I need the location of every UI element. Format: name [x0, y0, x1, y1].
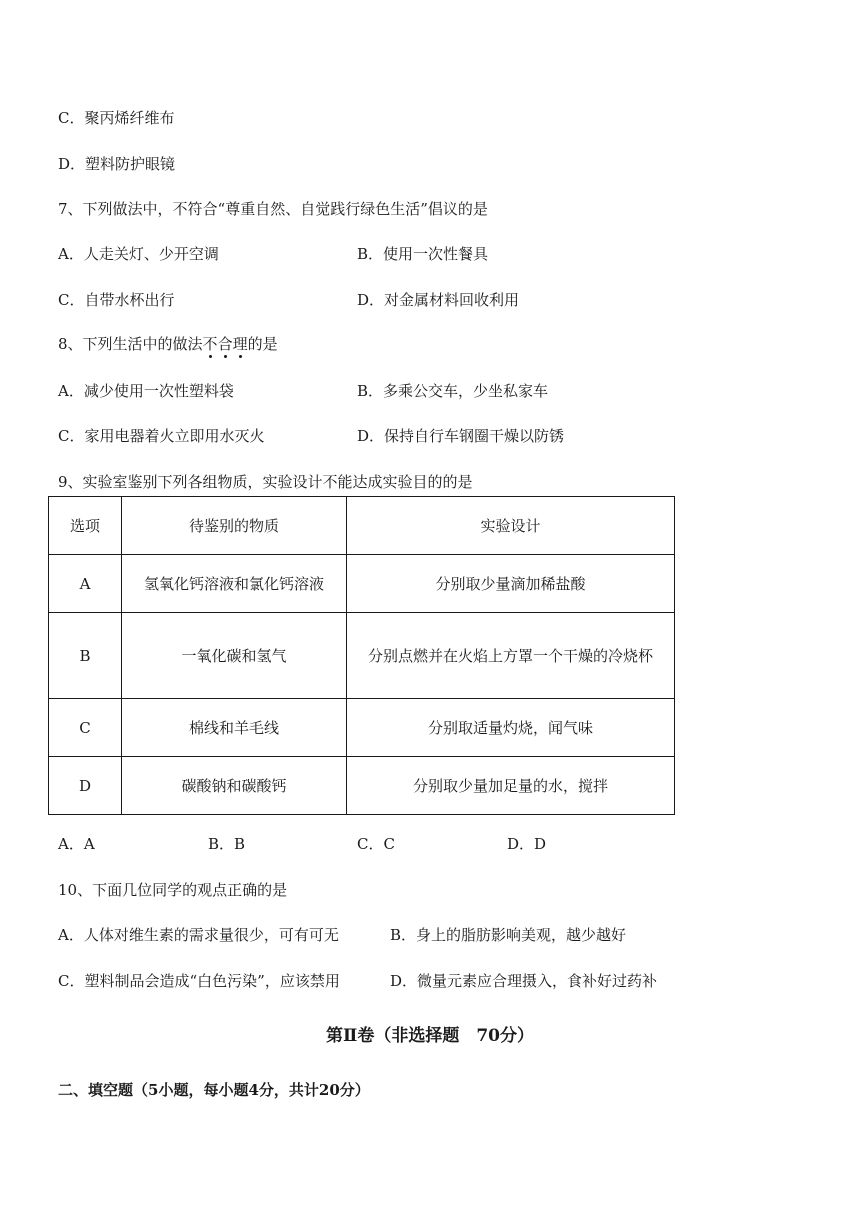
q6-option-d: D．塑料防护眼镜 [58, 155, 176, 173]
table-row [49, 555, 675, 613]
table-header-option: 选项 [49, 497, 122, 555]
table-row [49, 699, 675, 757]
table-row [49, 757, 675, 815]
q8-option-c: C．家用电器着火立即用水灭火 [58, 427, 265, 445]
q8-option-d: D．保持自行车钢圈干燥以防锈 [357, 427, 565, 445]
table-cell-substances: 一氧化碳和氢气 [122, 613, 347, 699]
q7-option-a: A．人走关灯、少开空调 [58, 245, 219, 263]
table-cell-design: 分别取少量加足量的水，搅拌 [347, 757, 675, 815]
table-cell-substances: 棉线和羊毛线 [122, 699, 347, 757]
table-cell-option: D [49, 757, 122, 815]
q9-stem: 9、实验室鉴别下列各组物质，实验设计不能达成实验目的的是 [58, 473, 473, 491]
q8-option-a: A．减少使用一次性塑料袋 [58, 382, 234, 400]
q7-stem: 7、下列做法中，不符合“尊重自然、自觉践行绿色生活”倡议的是 [58, 200, 488, 218]
q10-option-c: C．塑料制品会造成“白色污染”，应该禁用 [58, 972, 340, 990]
q9-option-d: D．D [507, 835, 547, 853]
table-cell-substances: 氢氧化钙溶液和氯化钙溶液 [122, 555, 347, 613]
table-cell-option: A [49, 555, 122, 613]
q9-option-b: B．B [208, 835, 246, 853]
q10-option-d: D．微量元素应合理摄入，食补好过药补 [390, 972, 658, 990]
q10-option-a: A．人体对维生素的需求量很少，可有可无 [58, 926, 339, 944]
q10-stem: 10、下面几位同学的观点正确的是 [58, 881, 288, 899]
table-cell-option: B [49, 613, 122, 699]
table-row [49, 613, 675, 699]
table-cell-design: 分别取少量滴加稀盐酸 [347, 555, 675, 613]
q9-option-a: A．A [58, 835, 95, 853]
q6-option-c: C．聚丙烯纤维布 [58, 109, 175, 127]
q8-emphasis-char-2: 合 [217, 335, 233, 353]
q8-stem-prefix: 8、下列生活中的做法 [58, 335, 203, 353]
table-header-design: 实验设计 [347, 497, 675, 555]
q8-stem [58, 334, 278, 354]
q10-option-b: B．身上的脂肪影响美观，越少越好 [390, 926, 627, 944]
q7-option-b: B．使用一次性餐具 [357, 245, 489, 263]
section-title: 第Ⅱ卷（非选择题 70分） [326, 1026, 534, 1046]
q8-emphasis-char-3: 理 [232, 335, 248, 353]
q7-option-c: C．自带水杯出行 [58, 291, 175, 309]
q7-option-d: D．对金属材料回收利用 [357, 291, 520, 309]
q9-option-c: C．C [357, 835, 395, 853]
q8-emphasis-char-1: 不 [202, 335, 218, 353]
table-cell-substances: 碳酸钠和碳酸钙 [122, 757, 347, 815]
q8-stem-suffix: 的是 [247, 335, 278, 353]
q8-option-b: B．多乘公交车，少坐私家车 [357, 382, 549, 400]
q9-table [48, 496, 675, 815]
table-cell-option: C [49, 699, 122, 757]
part-title: 二、填空题（5小题，每小题4分，共计20分） [58, 1081, 370, 1099]
table-header-row [49, 497, 675, 555]
table-cell-design: 分别点燃并在火焰上方罩一个干燥的冷烧杯 [347, 613, 675, 699]
table-cell-design: 分别取适量灼烧，闻气味 [347, 699, 675, 757]
table-header-substances: 待鉴别的物质 [122, 497, 347, 555]
